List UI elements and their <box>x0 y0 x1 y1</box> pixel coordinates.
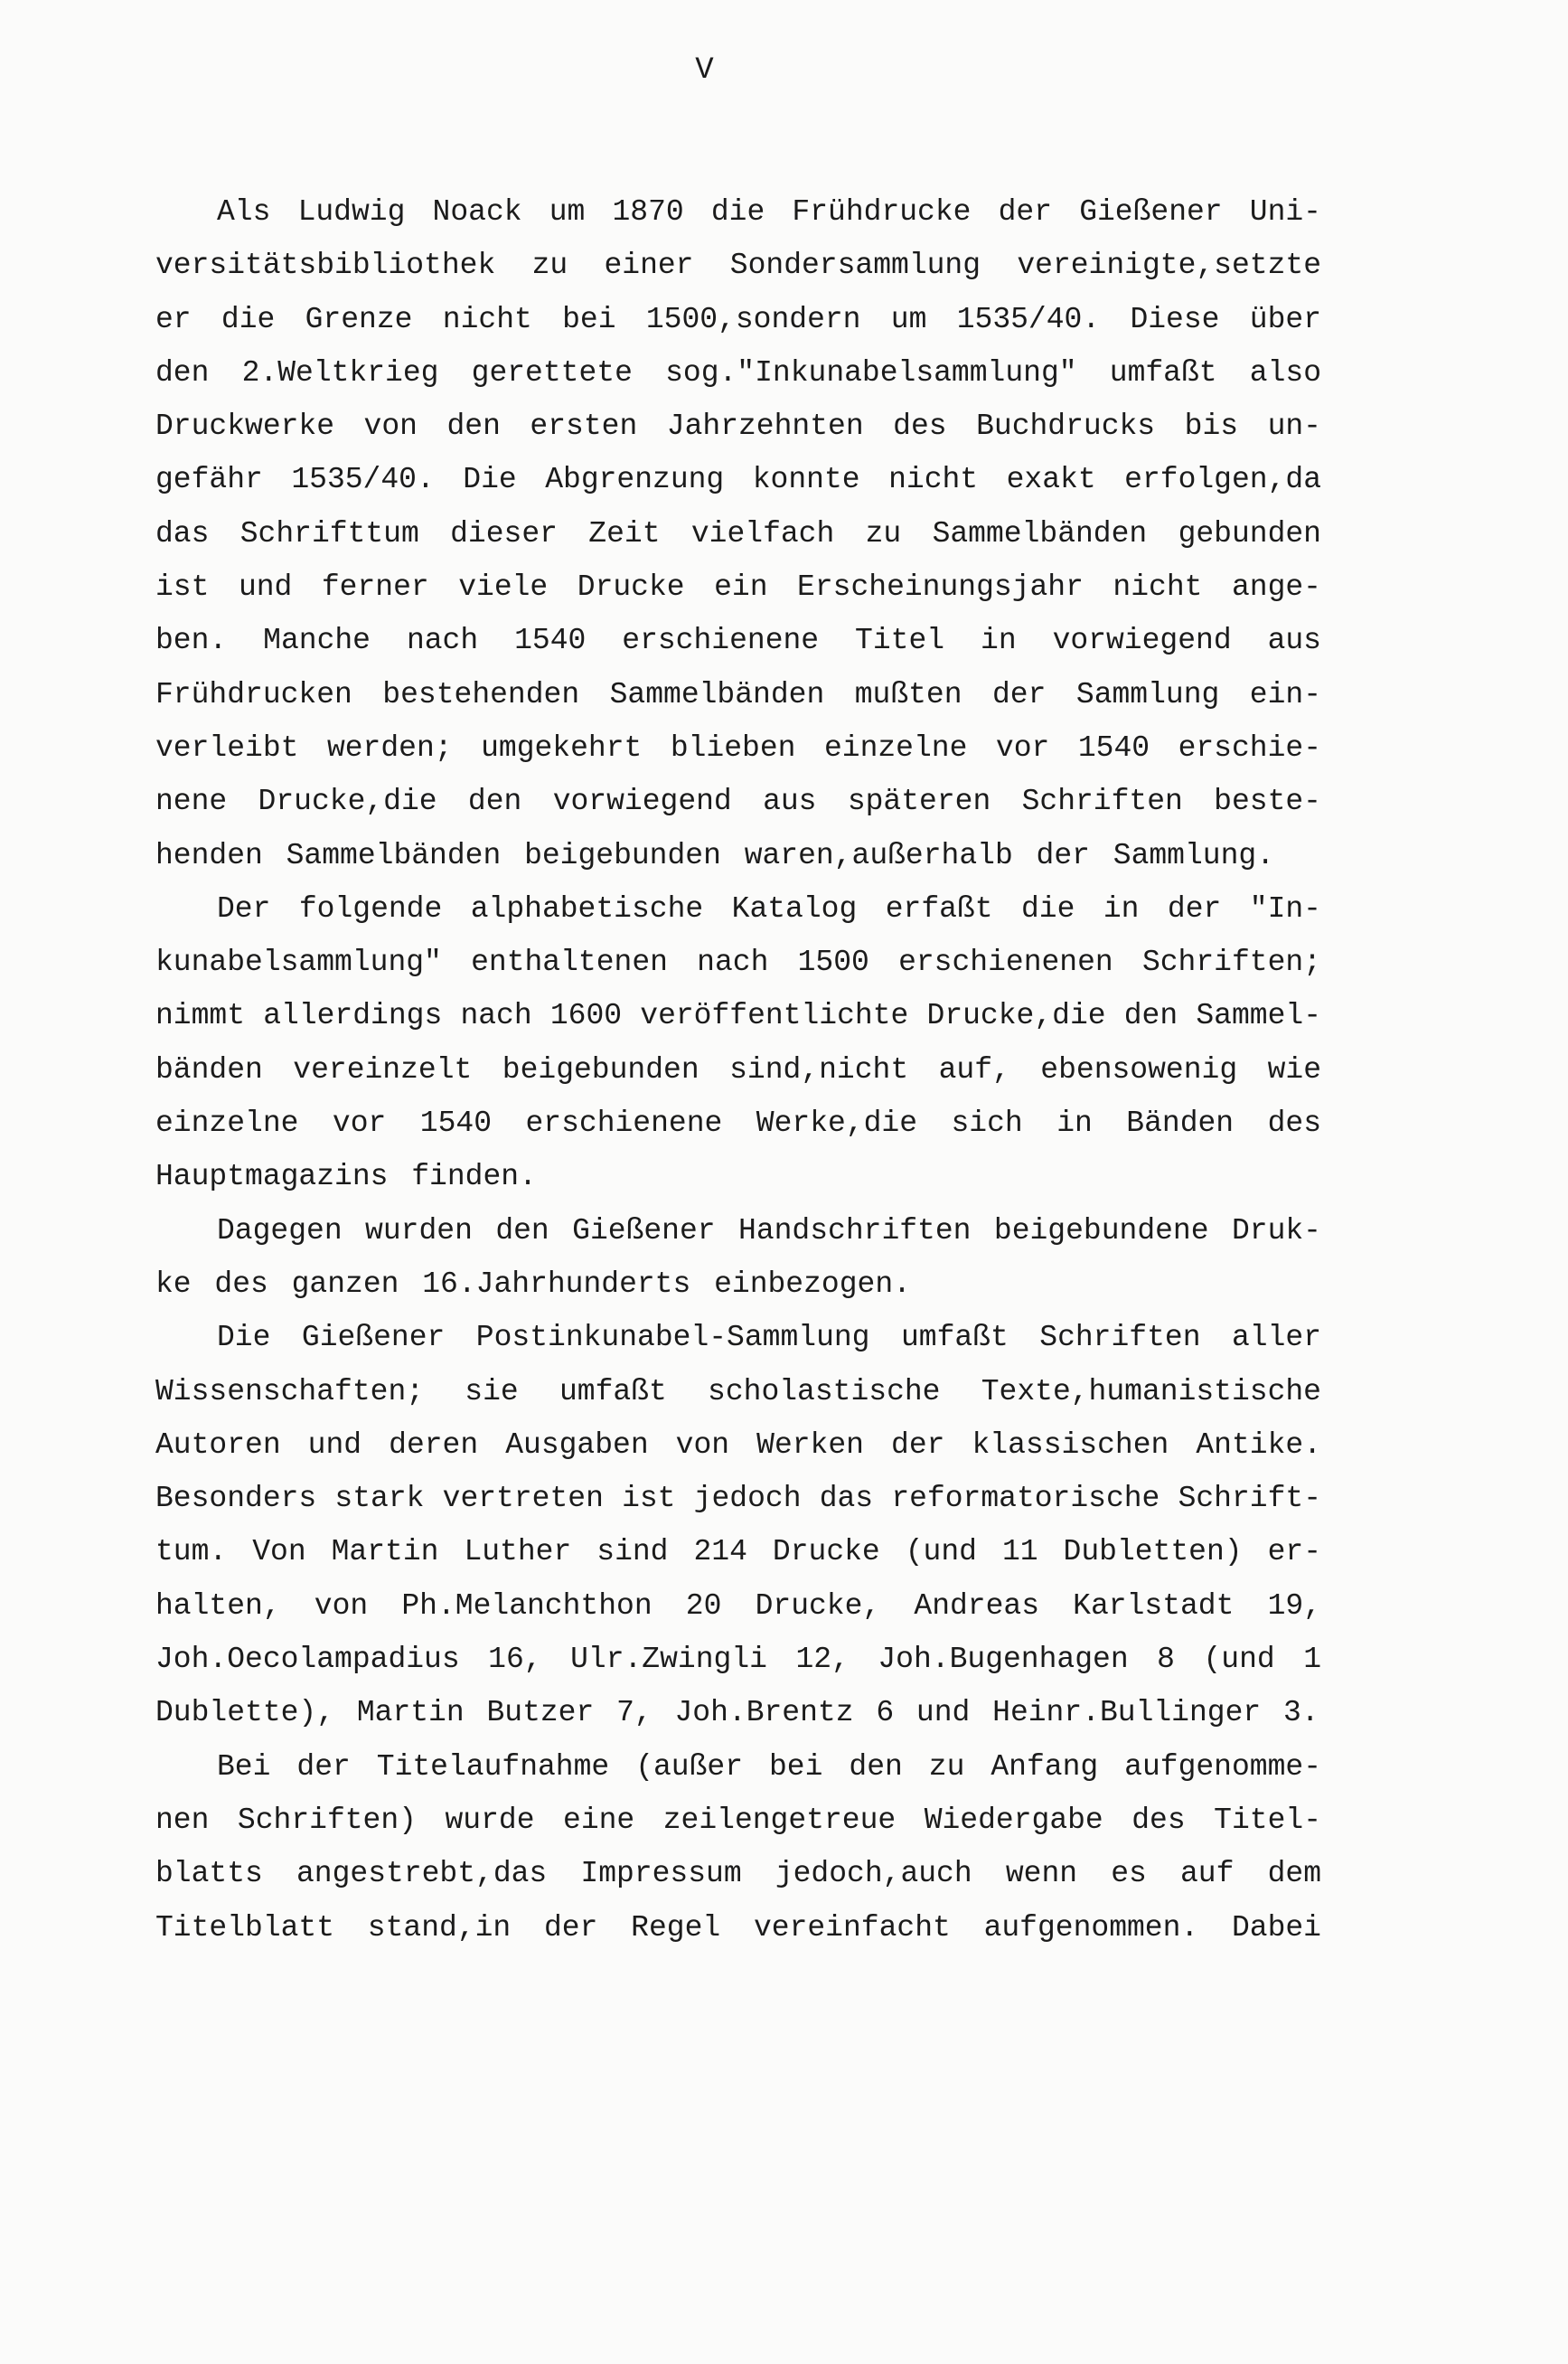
text-line: kunabelsammlung" enthaltenen nach 1500 erschienenen Schriften; <box>155 946 1321 980</box>
text-line: einzelne vor 1540 erschienene Werke,die sich in Bänden des <box>155 1107 1321 1141</box>
text-line: Frühdrucken bestehenden Sammelbänden mußten der Sammlung ein- <box>155 677 1321 711</box>
text-line: Hauptmagazins finden. <box>155 1160 537 1194</box>
text-line: Autoren und deren Ausgaben von Werken der klassischen Antike. <box>155 1427 1321 1462</box>
text-line: ben. Manche nach 1540 erschienene Titel in vorwiegend aus <box>155 624 1321 658</box>
text-line: nen Schriften) wurde eine zeilengetreue Wiedergabe des Titel- <box>155 1803 1321 1837</box>
text-line: Wissenschaften; sie umfaßt scholastische Texte,humanistische <box>155 1374 1321 1408</box>
text-line: Als Ludwig Noack um 1870 die Frühdrucke der Gießener Uni- <box>217 195 1321 229</box>
text-line: Titelblatt stand,in der Regel vereinfacht aufgenommen. Dabei <box>155 1910 1321 1945</box>
text-line: er die Grenze nicht bei 1500,sondern um 1535/40. Diese über <box>155 302 1321 336</box>
text-line: nene Drucke,die den vorwiegend aus späteren Schriften beste- <box>155 785 1321 819</box>
text-line: Joh.Oecolampadius 16, Ulr.Zwingli 12, Joh.Bugenhagen 8 (und 1 <box>155 1643 1321 1677</box>
text-line: ke des ganzen 16.Jahrhunderts einbezogen. <box>155 1267 911 1301</box>
text-line: tum. Von Martin Luther sind 214 Drucke (und 11 Dubletten) er- <box>155 1535 1321 1569</box>
text-line: Druckwerke von den ersten Jahrzehnten des Buchdrucks bis un- <box>155 410 1321 444</box>
text-line: Dublette), Martin Butzer 7, Joh.Brentz 6 und Heinr.Bullinger 3. <box>155 1696 1319 1730</box>
text-line: ist und ferner viele Drucke ein Erscheinungsjahr nicht ange- <box>155 570 1321 605</box>
text-line: halten, von Ph.Melanchthon 20 Drucke, Andreas Karlstadt 19, <box>155 1588 1321 1623</box>
text-line: nimmt allerdings nach 1600 veröffentlichte Drucke,die den Sammel- <box>155 999 1321 1033</box>
text-line: versitätsbibliothek zu einer Sondersammlung vereinigte,setzte <box>155 249 1321 283</box>
text-line: Bei der Titelaufnahme (außer bei den zu Anfang aufgenomme- <box>217 1749 1321 1784</box>
text-line: Dagegen wurden den Gießener Handschriften beigebundene Druk- <box>217 1213 1321 1248</box>
text-line: verleibt werden; umgekehrt blieben einzelne vor 1540 erschie- <box>155 730 1321 765</box>
text-line: gefähr 1535/40. Die Abgrenzung konnte nicht exakt erfolgen,da <box>155 463 1321 497</box>
page-number: V <box>695 53 715 88</box>
text-line: bänden vereinzelt beigebunden sind,nicht auf, ebensowenig wie <box>155 1052 1321 1087</box>
text-line: das Schrifttum dieser Zeit vielfach zu Sammelbänden gebunden <box>155 516 1321 551</box>
text-line: blatts angestrebt,das Impressum jedoch,auch wenn es auf dem <box>155 1857 1321 1891</box>
text-line: den 2.Weltkrieg gerettete sog."Inkunabelsammlung" umfaßt also <box>155 355 1321 390</box>
text-line: Besonders stark vertreten ist jedoch das reformatorische Schrift- <box>155 1482 1321 1516</box>
text-line: Die Gießener Postinkunabel-Sammlung umfaßt Schriften aller <box>217 1321 1321 1355</box>
text-line: henden Sammelbänden beigebunden waren,außerhalb der Sammlung. <box>155 838 1274 872</box>
body-text <box>155 185 1321 1954</box>
text-line: Der folgende alphabetische Katalog erfaßt die in der "In- <box>217 891 1321 926</box>
